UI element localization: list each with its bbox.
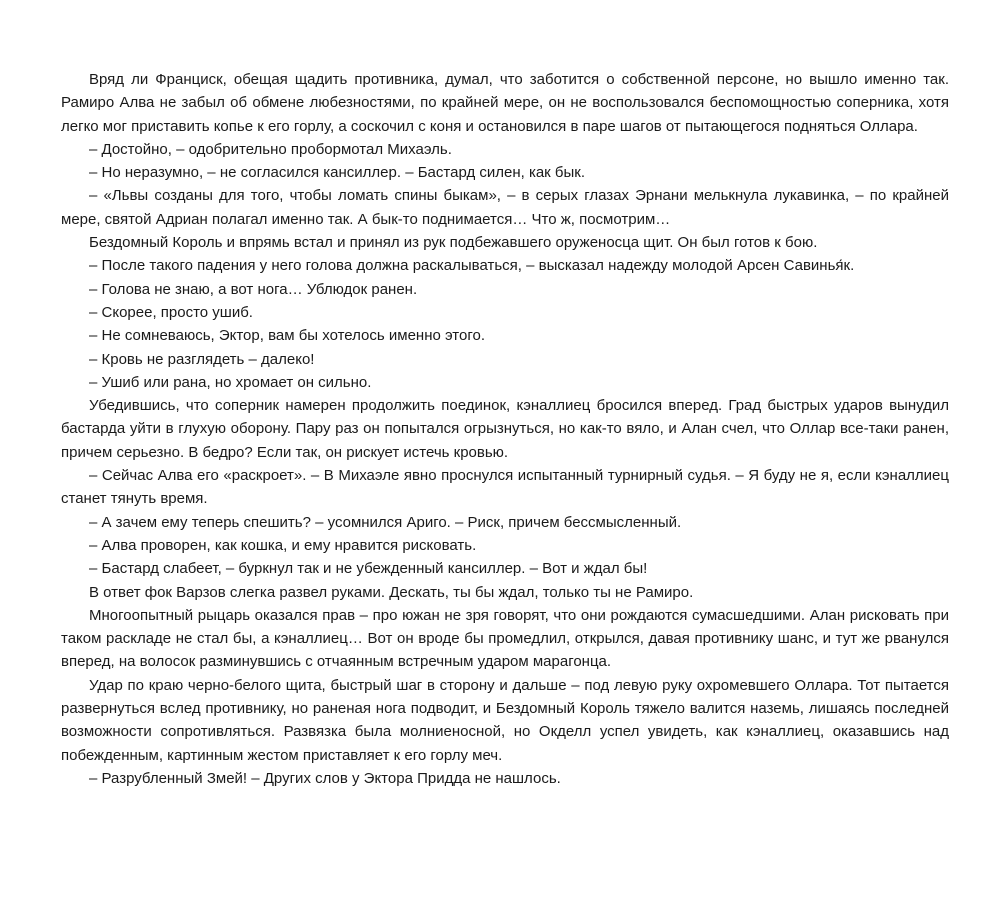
paragraph: Бездомный Король и впрямь встал и принял из рук подбежавшего оруженосца щит. Он был готов к бою.	[89, 234, 818, 252]
paragraph: – Скорее, просто ушиб.	[89, 303, 253, 321]
paragraph: – Но неразумно, – не согласился кансиллер. – Бастард силен, как бык.	[89, 164, 586, 182]
paragraph: – Разрубленный Змей! – Других слов у Эктора Придда не нашлось.	[89, 769, 561, 787]
document-page	[61, 68, 949, 790]
paragraph: Вряд ли Франциск, обещая щадить противника, думал, что заботится о собственной персоне, но вышло именно так. Рамиро Алва не забыл об обмене любезностями, по крайней мере, он не воспользовался беспомощностью соперника, хотя легко мог приставить копье к его горлу, а соскочил с коня и остановился в паре шагов от пытающегося подняться Оллара.	[61, 71, 949, 135]
paragraph: – После такого падения у него голова должна раскалываться, – высказал надежду молодой Арсен Савинья́к.	[89, 257, 855, 275]
paragraph: Убедившись, что соперник намерен продолжить поединок, кэналлиец бросился вперед. Град быстрых ударов вынудил бастарда уйти в глухую оборону. Пару раз он попытался огрызнуться, но как-то вяло, и Алан счел, что Оллар все-таки ранен, причем серьезно. В бедро? Если так, он рискует истечь кровью.	[61, 397, 949, 461]
paragraph: Удар по краю черно-белого щита, быстрый шаг в сторону и дальше – под левую руку охромевшего Оллара. Тот пытается развернуться вслед противнику, но раненая нога подводит, и Бездомный Король тяжело валится наземь, лишаясь последней возможности сопротивляться. Развязка была молниеносной, но Окделл успел увидеть, как кэналлиец, оказавшись над побежденным, картинным жестом приставляет к его горлу меч.	[61, 676, 949, 764]
paragraph: – Ушиб или рана, но хромает он сильно.	[89, 373, 372, 391]
paragraph: – Сейчас Алва его «раскроет». – В Михаэле явно проснулся испытанный турнирный судья. – Я буду не я, если кэналлиец станет тянуть время.	[61, 467, 949, 508]
paragraph: Многоопытный рыцарь оказался прав – про южан не зря говорят, что они рождаются сумасшедшими. Алан рисковать при таком раскладе не стал бы, а кэналлиец… Вот он вроде бы промедлил, открылся, давая противнику шанс, и тут же рванулся вперед, на волосок разминувшись с отчаянным встречным ударом марагонца.	[61, 606, 949, 671]
paragraph: – Бастард слабеет, – буркнул так и не убежденный кансиллер. – Вот и ждал бы!	[89, 560, 648, 578]
paragraph: – А зачем ему теперь спешить? – усомнился Ариго. – Риск, причем бессмысленный.	[89, 513, 682, 531]
paragraph: – Голова не знаю, а вот нога… Ублюдок ранен.	[89, 280, 418, 298]
paragraph: – Не сомневаюсь, Эктор, вам бы хотелось именно этого.	[89, 327, 486, 345]
paragraph: – Достойно, – одобрительно пробормотал Михаэль.	[89, 140, 452, 158]
paragraph: – Алва проворен, как кошка, и ему нравится рисковать.	[89, 536, 477, 554]
paragraph: – Кровь не разглядеть – далеко!	[89, 350, 315, 368]
paragraph: – «Львы созданы для того, чтобы ломать спины быкам», – в серых глазах Эрнани мелькнула лукавинка, – по крайней мере, святой Адриан полагал именно так. А бык-то поднимается… Что ж, посмотрим…	[61, 187, 949, 228]
paragraph: В ответ фок Варзов слегка развел руками. Дескать, ты бы ждал, только ты не Рамиро.	[89, 583, 694, 601]
